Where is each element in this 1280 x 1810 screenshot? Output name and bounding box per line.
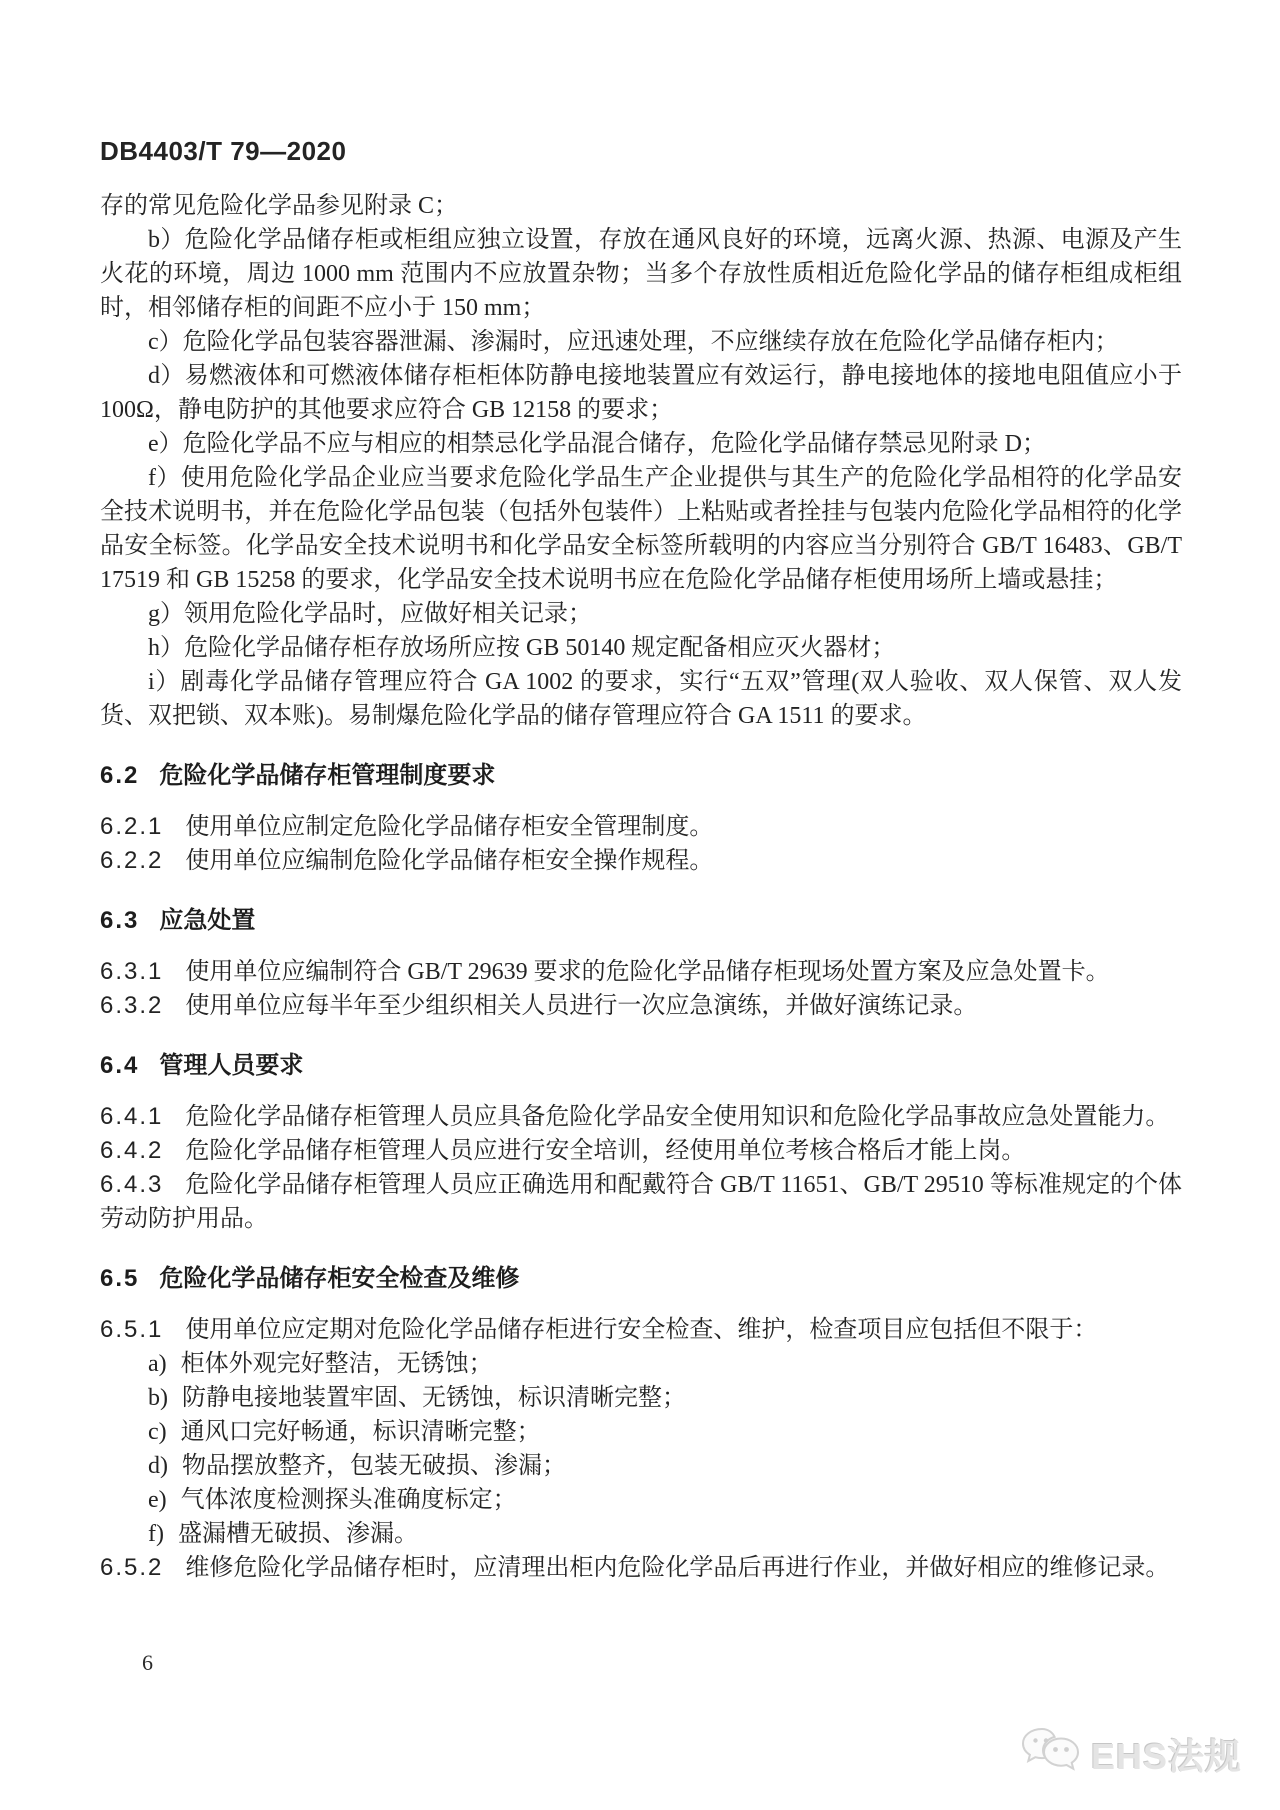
clause-6-2-2 [100, 844, 1182, 878]
clause-6-2-1 [100, 810, 1182, 844]
clause-text: 使用单位应编制符合 GB/T 29639 要求的危险化学品储存柜现场处置方案及应急处置卡。 [185, 959, 1110, 985]
clause-6-4-2 [100, 1134, 1182, 1168]
clause-text: 使用单位应制定危险化学品储存柜安全管理制度。 [185, 814, 714, 840]
clause-6-3-1 [100, 955, 1182, 989]
section-number: 6.4 [100, 1052, 140, 1079]
section-heading-6-2 [100, 759, 1182, 793]
checklist-item-e [148, 1483, 1182, 1517]
paragraph-item-d: d）易燃液体和可燃液体储存柜柜体防静电接地装置应有效运行，静电接地体的接地电阻值应小于 100Ω，静电防护的其他要求应符合 GB 12158 的要求； [100, 363, 1182, 423]
paragraph-item-i: i）剧毒化学品储存管理应符合 GA 1002 的要求，实行“五双”管理(双人验收、双人保管、双人发货、双把锁、双本账)。易制爆危险化学品的储存管理应符合 GA 1511 的要求。 [100, 669, 1182, 729]
clause-text: 使用单位应每半年至少组织相关人员进行一次应急演练，并做好演练记录。 [185, 993, 978, 1019]
clause-number: 6.2.1 [100, 813, 164, 840]
checklist-item-text: 通风口完好畅通，标识清晰完整； [180, 1419, 541, 1445]
paragraph-continuation: 存的常见危险化学品参见附录 C； [100, 193, 459, 219]
section-number: 6.5 [100, 1265, 140, 1292]
section-number: 6.3 [100, 907, 140, 934]
checklist-6-5-1 [100, 1347, 1182, 1551]
checklist-item-text: 物品摆放整齐，包装无破损、渗漏； [182, 1453, 566, 1479]
paragraph-item-e: e）危险化学品不应与相应的相禁忌化学品混合储存，危险化学品储存禁忌见附录 D； [148, 431, 1046, 457]
checklist-item-f [148, 1517, 1182, 1551]
paragraph-item-f: f）使用危险化学品企业应当要求危险化学品生产企业提供与其生产的危险化学品相符的化学品安全技术说明书，并在危险化学品包装（包括外包装件）上粘贴或者拴挂与包装内危险化学品相符的化学品安全标签。化学品安全技术说明书和化学品安全标签所载明的内容应当分别符合 GB/T 16483、GB/T 17519 和 GB 15258 的要求，化学品安全技术说明书应在危险化学品储存柜使用场所上墙或悬挂； [100, 465, 1182, 593]
checklist-item-text: 气体浓度检测探头准确度标定； [180, 1487, 517, 1513]
checklist-item-label: e) [148, 1487, 167, 1513]
clause-6-4-1 [100, 1100, 1182, 1134]
paragraph-item-g: g）领用危险化学品时，应做好相关记录； [148, 601, 592, 627]
clause-number: 6.4.3 [100, 1171, 164, 1198]
section-heading-6-4 [100, 1049, 1182, 1083]
clause-number: 6.4.1 [100, 1103, 164, 1130]
clause-number: 6.4.2 [100, 1137, 164, 1164]
section-title: 危险化学品储存柜安全检查及维修 [159, 1265, 520, 1292]
clause-text: 危险化学品储存柜管理人员应具备危险化学品安全使用知识和危险化学品事故应急处置能力。 [185, 1104, 1170, 1130]
clause-6-5-1 [100, 1313, 1182, 1347]
clause-number: 6.3.2 [100, 992, 164, 1019]
document-content [100, 136, 1182, 1585]
watermark-label: EHS法规 [1090, 1736, 1242, 1777]
clause-6-4-3 [100, 1168, 1182, 1236]
checklist-item-text: 盛漏槽无破损、渗漏。 [177, 1521, 418, 1547]
clause-text: 危险化学品储存柜管理人员应正确选用和配戴符合 GB/T 11651、GB/T 29510 等标准规定的个体劳动防护用品。 [100, 1172, 1182, 1232]
checklist-item-b [148, 1381, 1182, 1415]
checklist-item-c [148, 1415, 1182, 1449]
checklist-item-a [148, 1347, 1182, 1381]
clause-number: 6.2.2 [100, 847, 164, 874]
clause-text: 使用单位应编制危险化学品储存柜安全操作规程。 [185, 848, 714, 874]
checklist-item-d [148, 1449, 1182, 1483]
checklist-item-text: 防静电接地装置牢固、无锈蚀，标识清晰完整； [182, 1385, 686, 1411]
section-title: 危险化学品储存柜管理制度要求 [159, 762, 496, 789]
clause-text: 维修危险化学品储存柜时，应清理出柜内危险化学品后再进行作业，并做好相应的维修记录。 [185, 1555, 1170, 1581]
checklist-item-text: 柜体外观完好整洁，无锈蚀； [180, 1351, 493, 1377]
clause-text: 使用单位应定期对危险化学品储存柜进行安全检查、维护，检查项目应包括但不限于： [185, 1317, 1098, 1343]
wechat-icon [1019, 1726, 1083, 1783]
section-number: 6.2 [100, 762, 140, 789]
clause-text: 危险化学品储存柜管理人员应进行安全培训，经使用单位考核合格后才能上岗。 [185, 1138, 1026, 1164]
checklist-item-label: c) [148, 1419, 167, 1445]
paragraph-item-b: b）危险化学品储存柜或柜组应独立设置，存放在通风良好的环境，远离火源、热源、电源及产生火花的环境，周边 1000 mm 范围内不应放置杂物；当多个存放性质相近危险化学品的储存柜组成柜组时，相邻储存柜的间距不应小于 150 mm； [100, 227, 1182, 321]
checklist-item-label: a) [148, 1351, 167, 1377]
section-heading-6-5 [100, 1262, 1182, 1296]
paragraph-item-c: c）危险化学品包装容器泄漏、渗漏时，应迅速处理，不应继续存放在危险化学品储存柜内； [148, 329, 1119, 355]
checklist-item-label: d) [148, 1453, 168, 1479]
clause-6-5-2 [100, 1551, 1182, 1585]
clause-number: 6.3.1 [100, 958, 164, 985]
watermark [1019, 1726, 1242, 1783]
page-number: 6 [142, 1650, 153, 1675]
section-title: 应急处置 [159, 907, 256, 934]
section-heading-6-3 [100, 904, 1182, 938]
section-title: 管理人员要求 [159, 1052, 304, 1079]
paragraph-item-h: h）危险化学品储存柜存放场所应按 GB 50140 规定配备相应灭火器材； [148, 635, 896, 661]
clause-number: 6.5.1 [100, 1316, 164, 1343]
doc-number: DB4403/T 79—2020 [100, 136, 347, 166]
checklist-item-label: b) [148, 1385, 168, 1411]
clause-number: 6.5.2 [100, 1554, 164, 1581]
checklist-item-label: f) [148, 1521, 164, 1547]
clause-6-3-2 [100, 989, 1182, 1023]
